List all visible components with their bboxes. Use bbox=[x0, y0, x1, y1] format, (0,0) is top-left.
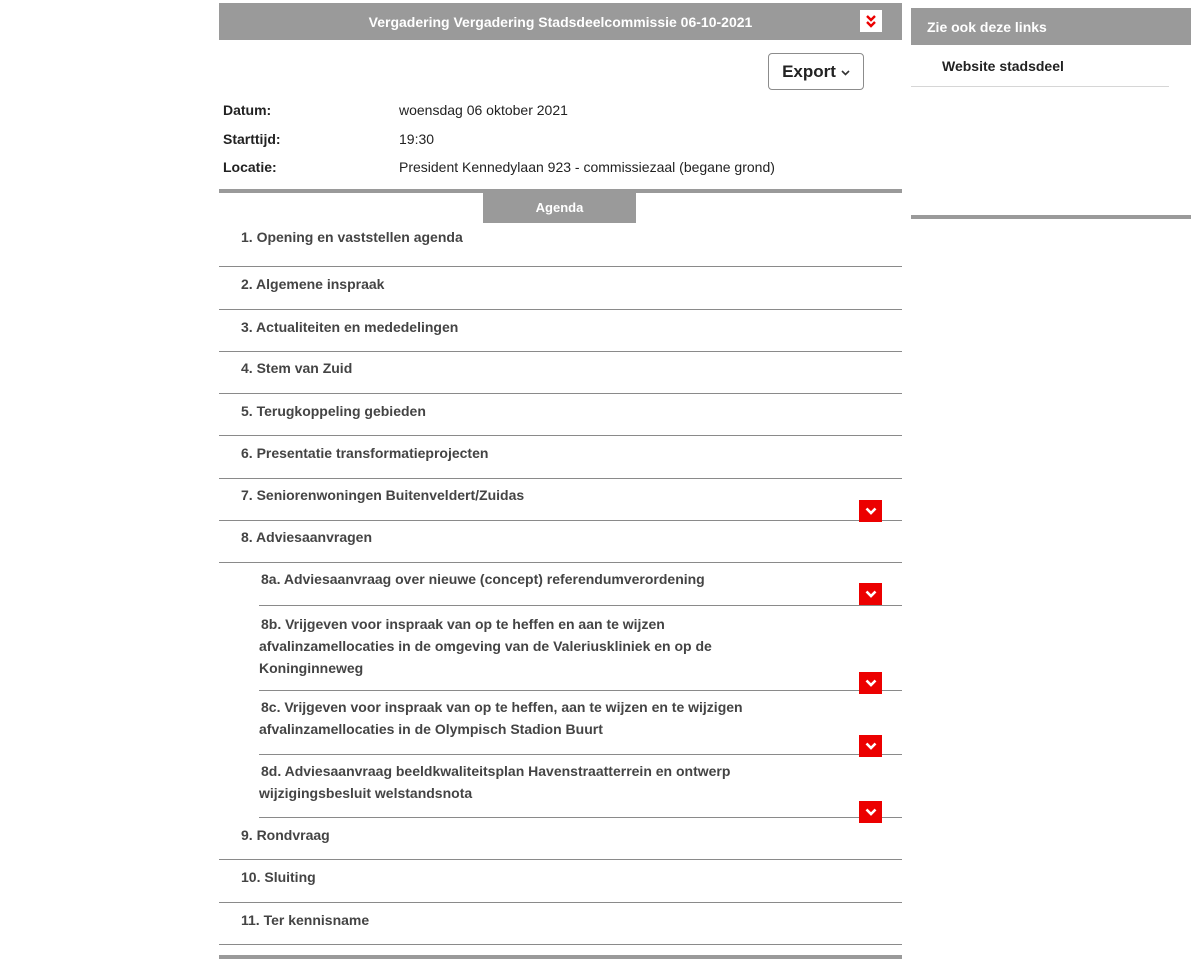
agenda-item-label: 3. Actualiteiten en mededelingen bbox=[241, 318, 459, 335]
agenda-item-label: 4. Stem van Zuid bbox=[241, 359, 353, 376]
info-row-date bbox=[223, 96, 902, 125]
divider bbox=[219, 955, 902, 959]
date-value: woensdag 06 oktober 2021 bbox=[399, 102, 568, 119]
agenda-tab-row bbox=[219, 193, 902, 223]
meeting-info bbox=[223, 96, 902, 182]
agenda-item bbox=[219, 394, 902, 436]
expand-button[interactable] bbox=[859, 500, 882, 522]
location-value: President Kennedylaan 923 - commissiezaal (begane grond) bbox=[399, 159, 775, 176]
export-button[interactable] bbox=[768, 53, 864, 90]
agenda-item-label: 9. Rondvraag bbox=[241, 826, 330, 843]
export-row bbox=[219, 40, 902, 96]
chevron-down-icon bbox=[865, 507, 877, 515]
collapse-button[interactable] bbox=[860, 10, 882, 32]
agenda-item-label: 8a. Adviesaanvraag over nieuwe (concept) referendumverordening bbox=[261, 570, 705, 587]
agenda-item bbox=[219, 521, 902, 563]
start-time-label: Starttijd: bbox=[223, 130, 281, 147]
meeting-panel bbox=[219, 3, 902, 959]
sidebar-title: Zie ook deze links bbox=[911, 8, 1191, 45]
agenda-item bbox=[219, 223, 902, 267]
agenda-item-label: 8. Adviesaanvragen bbox=[241, 528, 372, 545]
chevron-down-icon bbox=[865, 590, 877, 598]
meeting-header bbox=[219, 3, 902, 40]
double-chevron-down-icon bbox=[865, 14, 877, 28]
info-row-location bbox=[223, 153, 902, 182]
agenda-item-label: 11. Ter kennisname bbox=[241, 911, 370, 928]
meeting-title: Vergadering Vergadering Stadsdeelcommissie 06-10-2021 bbox=[368, 13, 753, 30]
agenda-item bbox=[219, 903, 902, 945]
info-row-start-time bbox=[223, 125, 902, 154]
agenda-item bbox=[219, 267, 902, 310]
agenda-item[interactable] bbox=[259, 563, 902, 606]
agenda-item[interactable] bbox=[259, 755, 902, 818]
tab-agenda[interactable]: Agenda bbox=[483, 193, 636, 223]
agenda-item-label: 5. Terugkoppeling gebieden bbox=[241, 402, 426, 419]
agenda-item-label: 7. Seniorenwoningen Buitenveldert/Zuidas bbox=[241, 486, 525, 503]
agenda-item[interactable] bbox=[259, 606, 902, 691]
chevron-down-icon bbox=[865, 679, 877, 687]
agenda-item bbox=[219, 352, 902, 394]
expand-button[interactable] bbox=[859, 583, 882, 605]
export-label: Export bbox=[782, 61, 836, 81]
agenda-item[interactable] bbox=[219, 479, 902, 521]
expand-button[interactable] bbox=[859, 735, 882, 757]
agenda-item-label: 8d. Adviesaanvraag beeldkwaliteitsplan Havenstraatterrein en ontwerp wijzigingsbesluit welstandsnota bbox=[259, 762, 731, 801]
agenda-item bbox=[219, 818, 902, 860]
chevron-down-icon bbox=[865, 742, 877, 750]
agenda-item[interactable] bbox=[259, 691, 902, 755]
sidebar bbox=[911, 8, 1191, 219]
agenda-item bbox=[219, 436, 902, 479]
agenda-item-label: 10. Sluiting bbox=[241, 868, 316, 885]
agenda-item-label: 8b. Vrijgeven voor inspraak van op te heffen en aan te wijzen afvalinzamellocaties in de omgeving van de Valeriuskliniek en op de Koninginneweg bbox=[259, 615, 712, 676]
agenda-item bbox=[219, 310, 902, 352]
chevron-down-icon bbox=[865, 808, 877, 816]
sidebar-link-website-stadsdeel[interactable]: Website stadsdeel bbox=[911, 45, 1169, 87]
agenda-item-label: 8c. Vrijgeven voor inspraak van op te heffen, aan te wijzen en te wijzigen afvalinzamellocaties in de Olympisch Stadion Buurt bbox=[259, 698, 743, 737]
chevron-down-icon bbox=[841, 70, 850, 76]
date-label: Datum: bbox=[223, 102, 272, 119]
location-label: Locatie: bbox=[223, 159, 277, 176]
agenda-list bbox=[219, 223, 902, 945]
agenda-item bbox=[219, 860, 902, 903]
agenda-item-label: 6. Presentatie transformatieprojecten bbox=[241, 444, 489, 461]
agenda-item-label: 2. Algemene inspraak bbox=[241, 275, 385, 292]
start-time-value: 19:30 bbox=[399, 130, 435, 147]
divider bbox=[911, 215, 1191, 219]
agenda-item-label: 1. Opening en vaststellen agenda bbox=[241, 228, 463, 245]
